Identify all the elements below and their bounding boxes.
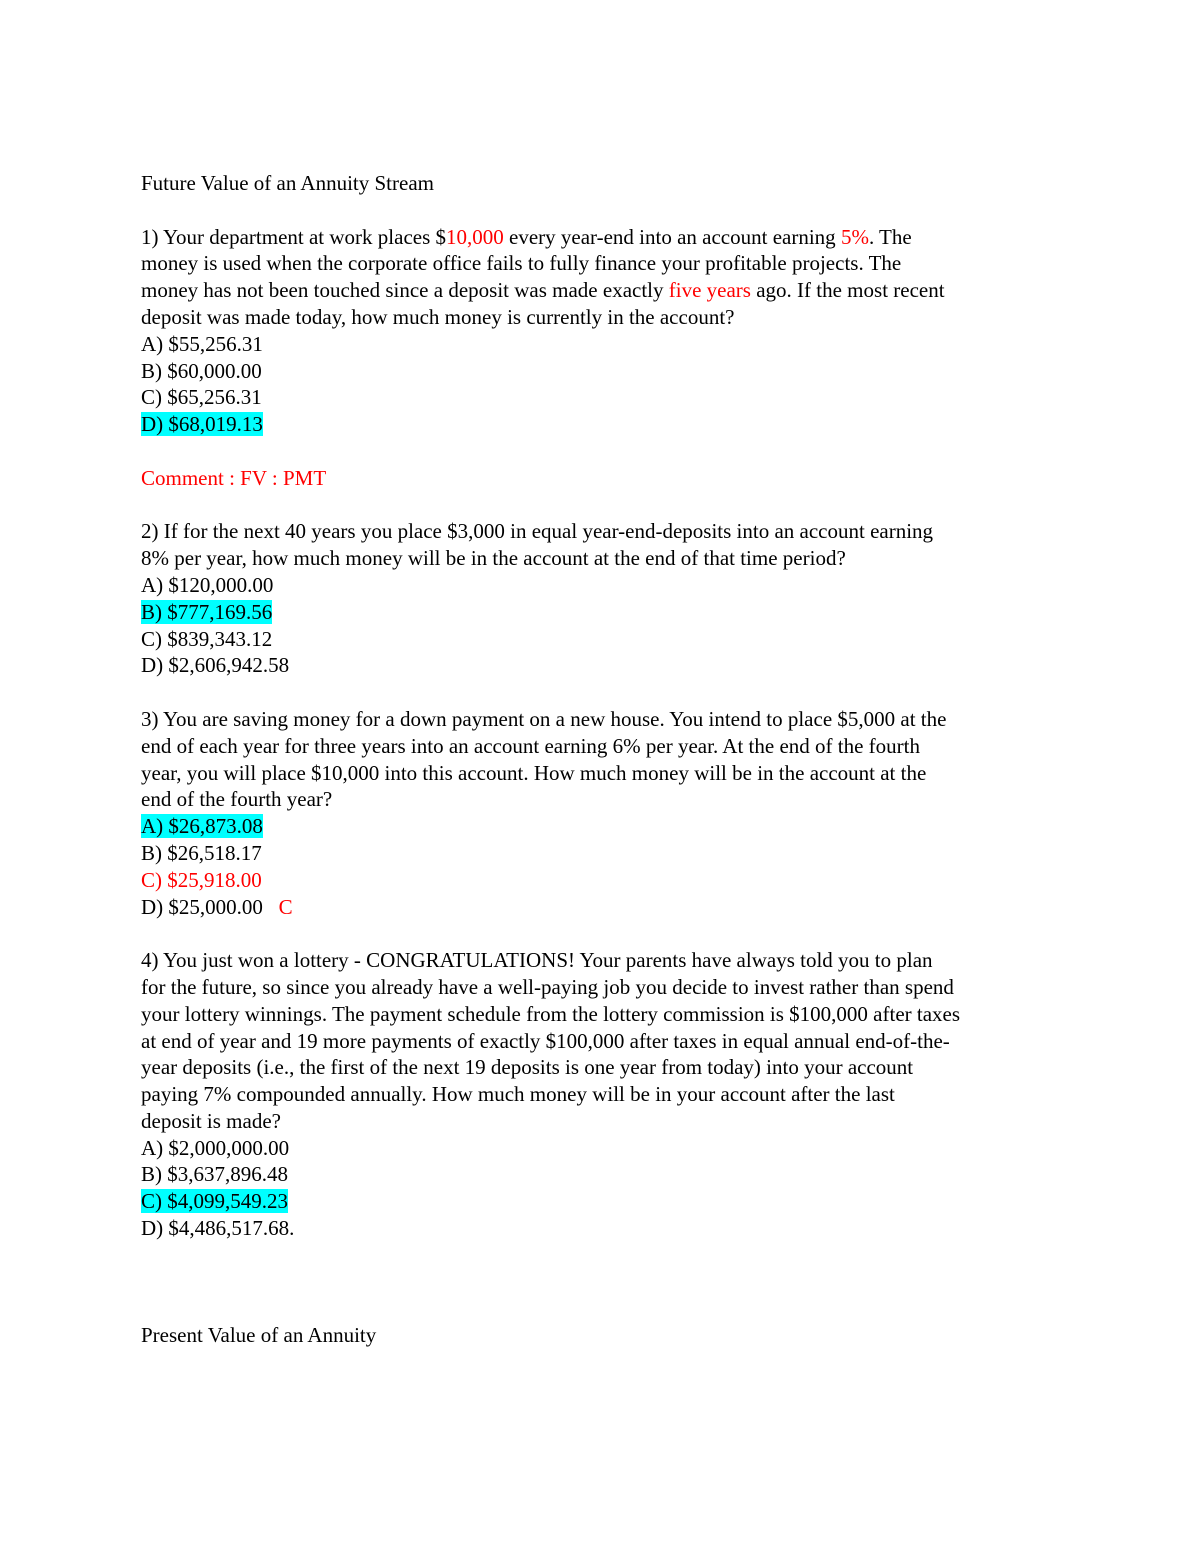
q3-text-line-4: end of the fourth year? [141, 787, 333, 812]
q4-text-line-6: paying 7% compounded annually. How much money will be in your account after the last [141, 1082, 895, 1107]
q3-text-line-1: 3) You are saving money for a down payment on a new house. You intend to place $5,000 at the [141, 706, 947, 731]
q1-amount-highlight: 10,000 [446, 224, 504, 249]
q4-option-d: D) $4,486,517.68. [141, 1216, 295, 1241]
q1-text-line-1: 1) Your department at work places $10,000 every year-end into an account earning 5%. The [141, 224, 912, 249]
spacer [141, 492, 1081, 519]
q2-text-line-2: 8% per year, how much money will be in the account at the end of that time period? [141, 546, 846, 571]
spacer [141, 679, 1081, 706]
question-1 [141, 224, 1081, 438]
q4-option-c-answer [141, 1188, 1081, 1215]
q3-marker: C [278, 894, 293, 919]
q3-option-d: D) $25,000.00 C [141, 894, 293, 919]
q1-option-b: B) $60,000.00 [141, 358, 262, 383]
answer-highlight: D) $68,019.13 [141, 412, 263, 437]
document-page [141, 170, 1081, 1349]
spacer [141, 197, 1081, 224]
q1-option-c: C) $65,256.31 [141, 385, 262, 410]
comment-note: Comment : FV : PMT [141, 465, 327, 490]
q3-option-a-answer [141, 813, 1081, 840]
q4-text-line-3: your lottery winnings. The payment schedule from the lottery commission is $100,000 after taxes [141, 1001, 961, 1026]
answer-highlight: C) $4,099,549.23 [141, 1189, 288, 1214]
section-title-present-value: Present Value of an Annuity [141, 1322, 377, 1347]
q4-option-a: A) $2,000,000.00 [141, 1135, 290, 1160]
spacer [141, 438, 1081, 465]
q1-option-d-answer [141, 411, 1081, 438]
answer-highlight: B) $777,169.56 [141, 599, 273, 624]
q4-text-line-4: at end of year and 19 more payments of exactly $100,000 after taxes in equal annual end-of-the- [141, 1028, 950, 1053]
q1-period-highlight: five years [668, 278, 751, 303]
q4-text-line-2: for the future, so since you already have a well-paying job you decide to invest rather than spend [141, 974, 954, 999]
q3-text-line-2: end of each year for three years into an account earning 6% per year. At the end of the fourth [141, 733, 920, 758]
spacer [141, 1242, 1081, 1322]
q2-option-b-answer [141, 599, 1081, 626]
answer-highlight: A) $26,873.08 [141, 814, 263, 839]
q2-option-a: A) $120,000.00 [141, 572, 274, 597]
q4-text-line-1: 4) You just won a lottery - CONGRATULATIONS! Your parents have always told you to plan [141, 948, 933, 973]
spacer [141, 920, 1081, 947]
q2-text-line-1: 2) If for the next 40 years you place $3,000 in equal year-end-deposits into an account earning [141, 519, 934, 544]
q3-option-b: B) $26,518.17 [141, 840, 262, 865]
question-2 [141, 518, 1081, 679]
q1-text-line-4: deposit was made today, how much money is currently in the account? [141, 304, 735, 329]
q3-text-line-3: year, you will place $10,000 into this account. How much money will be in the account at the [141, 760, 927, 785]
q3-option-c: C) $25,918.00 [141, 867, 262, 892]
q1-text-line-2: money is used when the corporate office fails to fully finance your profitable projects. The [141, 251, 902, 276]
q4-text-line-5: year deposits (i.e., the first of the next 19 deposits is one year from today) into your account [141, 1055, 914, 1080]
q1-rate-highlight: 5% [840, 224, 869, 249]
q1-option-a: A) $55,256.31 [141, 331, 263, 356]
q4-option-b: B) $3,637,896.48 [141, 1162, 288, 1187]
q4-text-line-7: deposit is made? [141, 1108, 281, 1133]
q1-text-line-3: money has not been touched since a deposit was made exactly five years ago. If the most recent [141, 278, 945, 303]
question-3 [141, 706, 1081, 920]
q2-option-d: D) $2,606,942.58 [141, 653, 290, 678]
q2-option-c: C) $839,343.12 [141, 626, 273, 651]
question-4 [141, 947, 1081, 1242]
section-title-future-value: Future Value of an Annuity Stream [141, 171, 434, 195]
